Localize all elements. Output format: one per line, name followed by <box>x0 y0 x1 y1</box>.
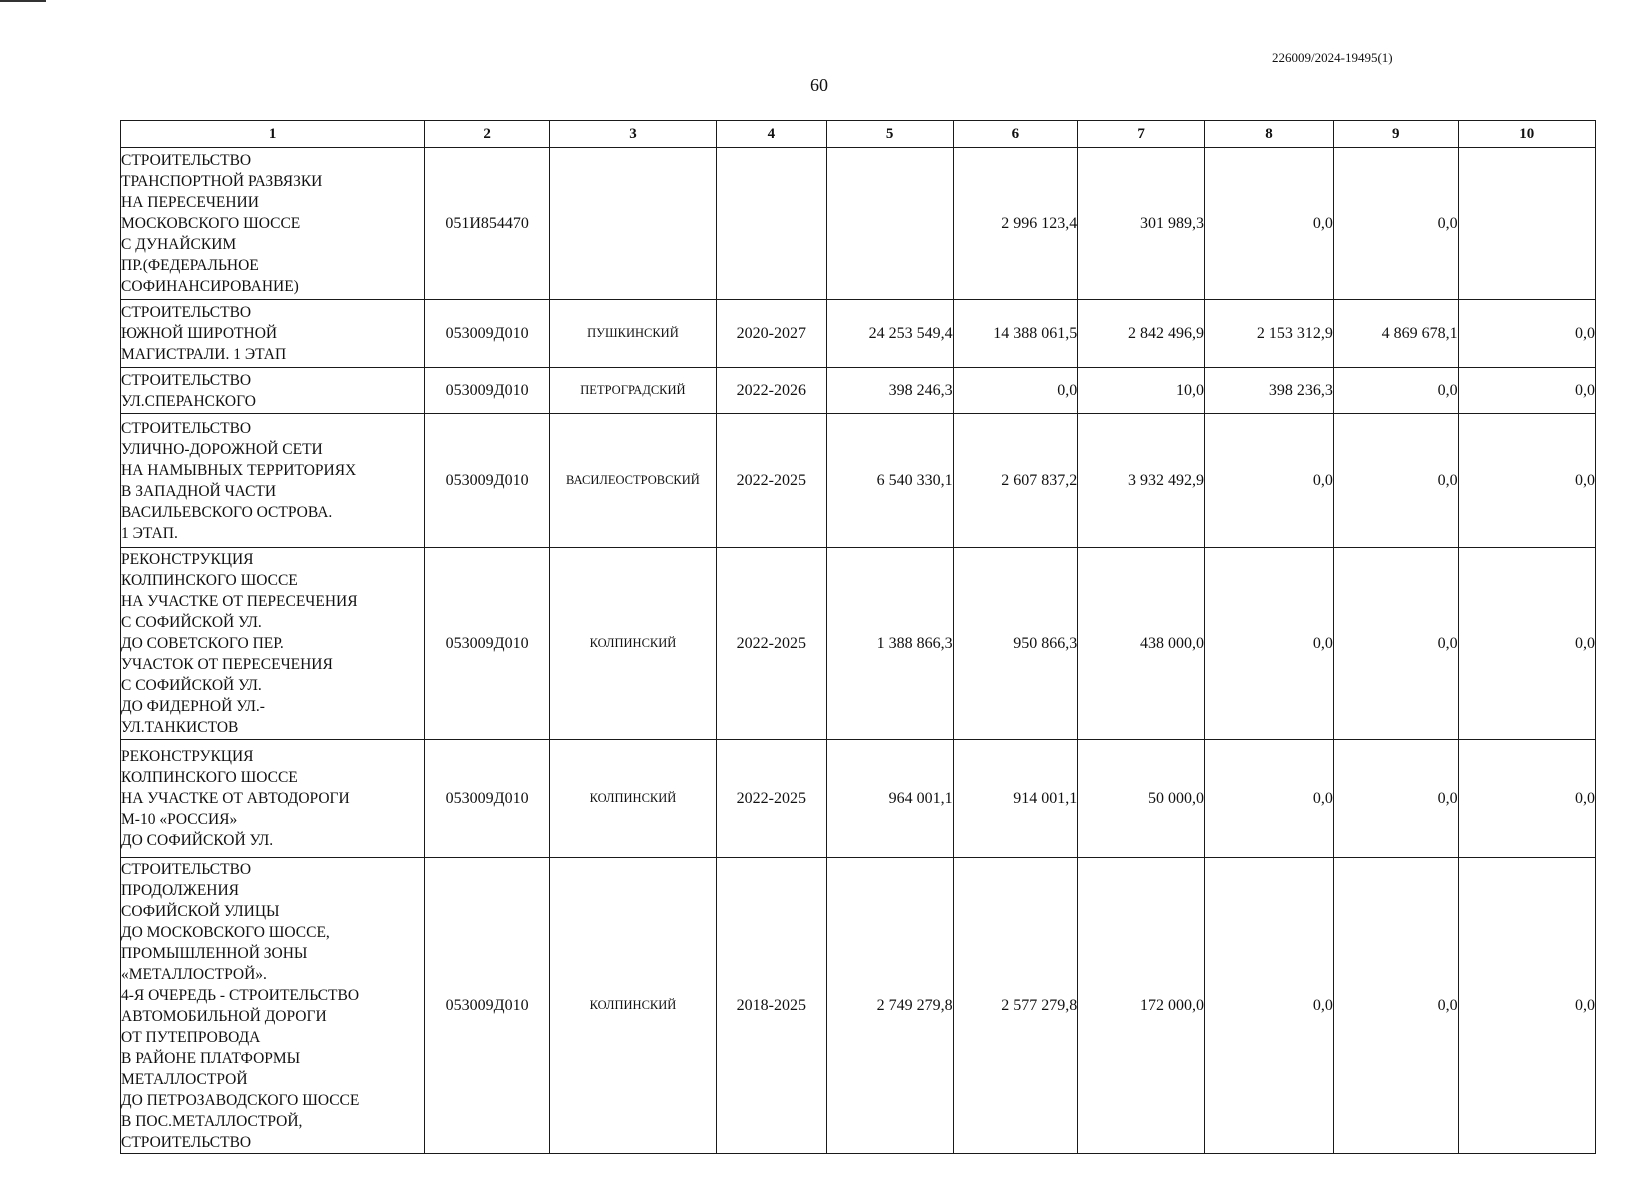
value-col6-cell: 950 866,3 <box>953 548 1078 740</box>
district-cell: ВАСИЛЕОСТРОВСКИЙ <box>549 414 716 548</box>
project-name-line: НА УЧАСТКЕ ОТ АВТОДОРОГИ <box>121 790 350 807</box>
column-header: 1 <box>121 121 425 148</box>
value-col7-cell: 2 842 496,9 <box>1078 300 1205 368</box>
district-cell: КОЛПИНСКИЙ <box>549 740 716 858</box>
scan-edge-mark <box>0 0 46 2</box>
value-col9-cell: 0,0 <box>1333 148 1458 300</box>
project-name-line: УЧАСТОК ОТ ПЕРЕСЕЧЕНИЯ <box>121 656 333 673</box>
value-col7-cell: 50 000,0 <box>1078 740 1205 858</box>
value-col9-cell: 0,0 <box>1333 414 1458 548</box>
column-header: 2 <box>425 121 550 148</box>
project-name-line: АВТОМОБИЛЬНОЙ ДОРОГИ <box>121 1007 327 1025</box>
project-name-cell <box>121 414 425 548</box>
project-name-line: СТРОИТЕЛЬСТВО <box>121 371 252 389</box>
project-name-line: ПРОДОЛЖЕНИЯ <box>121 881 240 899</box>
project-name-cell <box>121 858 425 1154</box>
value-col8-cell: 0,0 <box>1205 740 1334 858</box>
project-name-cell <box>121 148 425 300</box>
value-col10-cell: 0,0 <box>1458 368 1595 414</box>
value-col9-cell: 0,0 <box>1333 368 1458 414</box>
project-name-line: МОСКОВСКОГО ШОССЕ <box>121 215 301 232</box>
column-header: 6 <box>953 121 1078 148</box>
budget-code-cell: 053009Д010 <box>425 740 550 858</box>
budget-code-cell: 053009Д010 <box>425 368 550 414</box>
project-name-line: НА УЧАСТКЕ ОТ ПЕРЕСЕЧЕНИЯ <box>121 593 358 610</box>
district-cell: ПУШКИНСКИЙ <box>549 300 716 368</box>
value-col9-cell: 0,0 <box>1333 740 1458 858</box>
table-row <box>121 300 1596 368</box>
total-cost-cell <box>826 148 953 300</box>
project-name-line: УЛИЧНО-ДОРОЖНОЙ СЕТИ <box>121 440 323 458</box>
value-col6-cell: 914 001,1 <box>953 740 1078 858</box>
value-col8-cell: 0,0 <box>1205 148 1334 300</box>
table-row <box>121 148 1596 300</box>
value-col6-cell: 0,0 <box>953 368 1078 414</box>
period-cell: 2022-2025 <box>716 414 826 548</box>
column-header: 3 <box>549 121 716 148</box>
total-cost-cell: 2 749 279,8 <box>826 858 953 1154</box>
value-col6-cell: 2 996 123,4 <box>953 148 1078 300</box>
table-row <box>121 368 1596 414</box>
total-cost-cell: 24 253 549,4 <box>826 300 953 368</box>
column-header: 10 <box>1458 121 1595 148</box>
project-name-line: КОЛПИНСКОГО ШОССЕ <box>121 769 298 786</box>
period-cell <box>716 148 826 300</box>
value-col9-cell: 4 869 678,1 <box>1333 300 1458 368</box>
project-name-line: МЕТАЛЛОСТРОЙ <box>121 1070 248 1088</box>
value-col8-cell: 0,0 <box>1205 414 1334 548</box>
project-name-line: С ДУНАЙСКИМ <box>121 236 237 253</box>
project-name-line: ЮЖНОЙ ШИРОТНОЙ <box>121 325 278 342</box>
project-name-line: «МЕТАЛЛОСТРОЙ». <box>121 965 267 983</box>
document-id: 226009/2024-19495(1) <box>1272 50 1393 65</box>
column-header: 9 <box>1333 121 1458 148</box>
project-name-cell <box>121 368 425 414</box>
project-name-cell <box>121 300 425 368</box>
project-name-line: МАГИСТРАЛИ. 1 ЭТАП <box>121 346 287 363</box>
period-cell: 2022-2025 <box>716 548 826 740</box>
column-header: 4 <box>716 121 826 148</box>
project-name-cell <box>121 548 425 740</box>
value-col10-cell: 0,0 <box>1458 740 1595 858</box>
value-col8-cell: 0,0 <box>1205 858 1334 1154</box>
period-cell: 2020-2027 <box>716 300 826 368</box>
value-col7-cell: 172 000,0 <box>1078 858 1205 1154</box>
project-name-line: В РАЙОНЕ ПЛАТФОРМЫ <box>121 1049 301 1067</box>
project-name-line: ДО ФИДЕРНОЙ УЛ.- <box>121 698 265 715</box>
period-cell: 2022-2026 <box>716 368 826 414</box>
value-col7-cell: 438 000,0 <box>1078 548 1205 740</box>
project-name-cell <box>121 740 425 858</box>
value-col10-cell: 0,0 <box>1458 414 1595 548</box>
value-col8-cell: 0,0 <box>1205 548 1334 740</box>
total-cost-cell: 1 388 866,3 <box>826 548 953 740</box>
page-number: 60 <box>810 75 828 95</box>
district-cell <box>549 148 716 300</box>
project-name-line: РЕКОНСТРУКЦИЯ <box>121 748 254 765</box>
project-name-line: ДО ПЕТРОЗАВОДСКОГО ШОССЕ <box>121 1091 360 1109</box>
value-col8-cell: 2 153 312,9 <box>1205 300 1334 368</box>
value-col7-cell: 10,0 <box>1078 368 1205 414</box>
value-col10-cell: 0,0 <box>1458 300 1595 368</box>
project-name-line: КОЛПИНСКОГО ШОССЕ <box>121 572 298 589</box>
project-name-line: РЕКОНСТРУКЦИЯ <box>121 551 254 568</box>
value-col7-cell: 301 989,3 <box>1078 148 1205 300</box>
district-cell: КОЛПИНСКИЙ <box>549 548 716 740</box>
value-col10-cell: 0,0 <box>1458 858 1595 1154</box>
project-name-line: ТРАНСПОРТНОЙ РАЗВЯЗКИ <box>121 173 323 190</box>
project-name-line: ДО СОФИЙСКОЙ УЛ. <box>121 832 274 849</box>
period-cell: 2018-2025 <box>716 858 826 1154</box>
project-name-line: СОФИНАНСИРОВАНИЕ) <box>121 278 299 295</box>
table-header-row <box>121 121 1596 148</box>
project-name-line: В ЗАПАДНОЙ ЧАСТИ <box>121 482 277 500</box>
value-col6-cell: 2 607 837,2 <box>953 414 1078 548</box>
project-name-line: С СОФИЙСКОЙ УЛ. <box>121 677 262 694</box>
budget-code-cell: 053009Д010 <box>425 300 550 368</box>
project-name-line: ДО МОСКОВСКОГО ШОССЕ, <box>121 923 330 941</box>
project-name-line: СОФИЙСКОЙ УЛИЦЫ <box>121 902 280 920</box>
total-cost-cell: 6 540 330,1 <box>826 414 953 548</box>
table-row <box>121 548 1596 740</box>
value-col10-cell: 0,0 <box>1458 548 1595 740</box>
budget-code-cell: 053009Д010 <box>425 414 550 548</box>
project-name-line: СТРОИТЕЛЬСТВО <box>121 152 252 169</box>
project-name-line: НА НАМЫВНЫХ ТЕРРИТОРИЯХ <box>121 461 357 479</box>
value-col10-cell <box>1458 148 1595 300</box>
district-cell: КОЛПИНСКИЙ <box>549 858 716 1154</box>
project-name-line: СТРОИТЕЛЬСТВО <box>121 304 252 321</box>
value-col6-cell: 14 388 061,5 <box>953 300 1078 368</box>
budget-code-cell: 053009Д010 <box>425 858 550 1154</box>
project-name-line: ВАСИЛЬЕВСКОГО ОСТРОВА. <box>121 503 333 521</box>
project-name-line: УЛ.СПЕРАНСКОГО <box>121 392 256 410</box>
district-cell: ПЕТРОГРАДСКИЙ <box>549 368 716 414</box>
table-body <box>121 148 1596 1154</box>
column-header: 5 <box>826 121 953 148</box>
project-name-line: НА ПЕРЕСЕЧЕНИИ <box>121 194 259 211</box>
period-cell: 2022-2025 <box>716 740 826 858</box>
value-col6-cell: 2 577 279,8 <box>953 858 1078 1154</box>
project-name-line: М-10 «РОССИЯ» <box>121 811 238 828</box>
project-name-line: ОТ ПУТЕПРОВОДА <box>121 1028 261 1046</box>
total-cost-cell: 398 246,3 <box>826 368 953 414</box>
project-name-line: 4-Я ОЧЕРЕДЬ - СТРОИТЕЛЬСТВО <box>121 986 360 1004</box>
project-name-line: ПРОМЫШЛЕННОЙ ЗОНЫ <box>121 944 308 962</box>
table-row <box>121 740 1596 858</box>
budget-table <box>120 120 1596 1154</box>
project-name-line: ДО СОВЕТСКОГО ПЕР. <box>121 635 284 652</box>
project-name-line: В ПОС.МЕТАЛЛОСТРОЙ, <box>121 1112 303 1130</box>
value-col9-cell: 0,0 <box>1333 858 1458 1154</box>
project-name-line: ПР.(ФЕДЕРАЛЬНОЕ <box>121 257 259 274</box>
value-col7-cell: 3 932 492,9 <box>1078 414 1205 548</box>
budget-code-cell: 053009Д010 <box>425 548 550 740</box>
project-name-line: С СОФИЙСКОЙ УЛ. <box>121 614 262 631</box>
project-name-line: СТРОИТЕЛЬСТВО <box>121 1133 252 1151</box>
project-name-line: 1 ЭТАП. <box>121 524 178 542</box>
value-col9-cell: 0,0 <box>1333 548 1458 740</box>
value-col8-cell: 398 236,3 <box>1205 368 1334 414</box>
project-name-line: СТРОИТЕЛЬСТВО <box>121 860 252 878</box>
total-cost-cell: 964 001,1 <box>826 740 953 858</box>
table-row <box>121 414 1596 548</box>
project-name-line: УЛ.ТАНКИСТОВ <box>121 719 239 736</box>
column-header: 8 <box>1205 121 1334 148</box>
table-row <box>121 858 1596 1154</box>
project-name-line: СТРОИТЕЛЬСТВО <box>121 419 252 437</box>
column-header: 7 <box>1078 121 1205 148</box>
budget-code-cell: 051И854470 <box>425 148 550 300</box>
